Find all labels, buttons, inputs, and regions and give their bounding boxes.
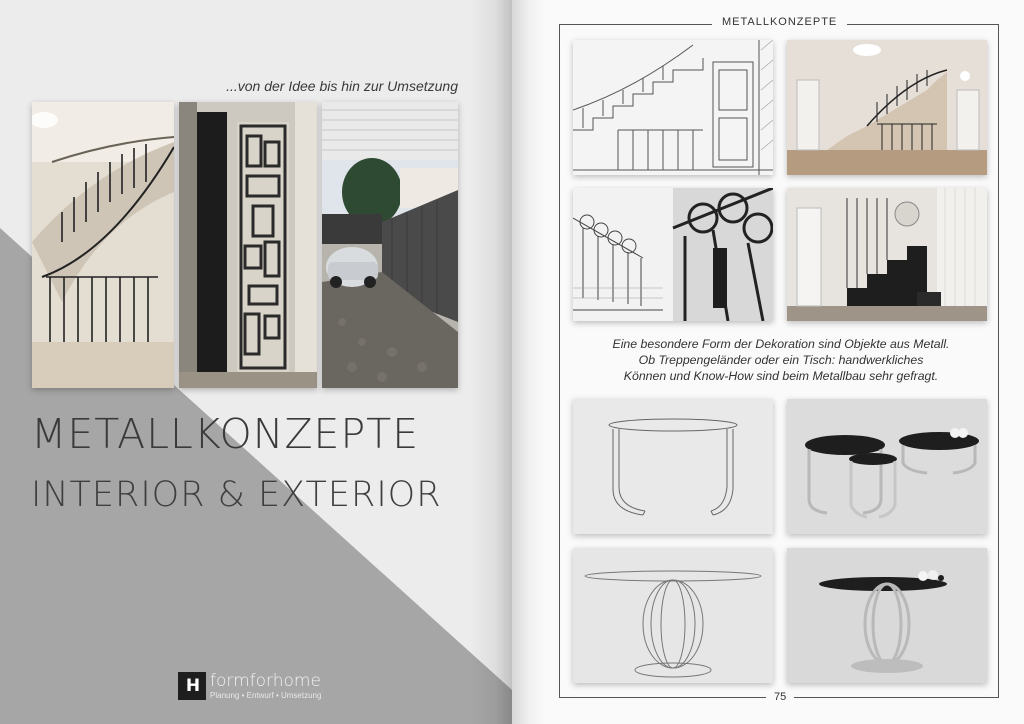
caption-line: Ob Treppengeländer oder ein Tisch: handwerkliches	[638, 353, 924, 367]
brand-logo	[178, 672, 321, 700]
sub-title: INTERIOR & EXTERIOR	[31, 475, 442, 515]
logo-text-block	[210, 670, 322, 700]
curved-staircase-photo	[32, 102, 174, 388]
main-title: METALLKONZEPTE	[31, 410, 420, 458]
page-fold-shadow	[470, 0, 512, 724]
page-number: 75	[766, 691, 794, 703]
driveway-car-fence-photo	[322, 102, 458, 388]
staircase-render	[787, 40, 987, 175]
caption-line: Eine besondere Form der Dekoration sind Objekte aus Metall.	[612, 337, 950, 351]
tagline: ...von der Idee bis hin zur Umsetzung	[226, 78, 458, 94]
railing-technical-drawing	[573, 188, 773, 321]
side-table-wireframe	[573, 399, 773, 534]
round-table-wireframe	[573, 548, 773, 683]
black-staircase-render	[787, 188, 987, 321]
nesting-tables-render	[787, 399, 987, 534]
logo-claim: Planung • Entwurf • Umsetzung	[210, 690, 322, 700]
page-fold-shadow	[512, 0, 546, 724]
staircase-sketch	[573, 40, 773, 175]
round-table-render	[787, 548, 987, 683]
caption-line: Können und Know-How sind beim Metallbau sehr gefragt.	[623, 369, 939, 383]
section-label: METALLKONZEPTE	[712, 16, 847, 28]
metal-screen-door-photo	[179, 102, 317, 388]
logo-name: formforhome	[210, 670, 321, 691]
right-page	[512, 0, 1024, 724]
description-caption	[572, 336, 990, 384]
logo-mark-icon: H	[178, 672, 206, 700]
